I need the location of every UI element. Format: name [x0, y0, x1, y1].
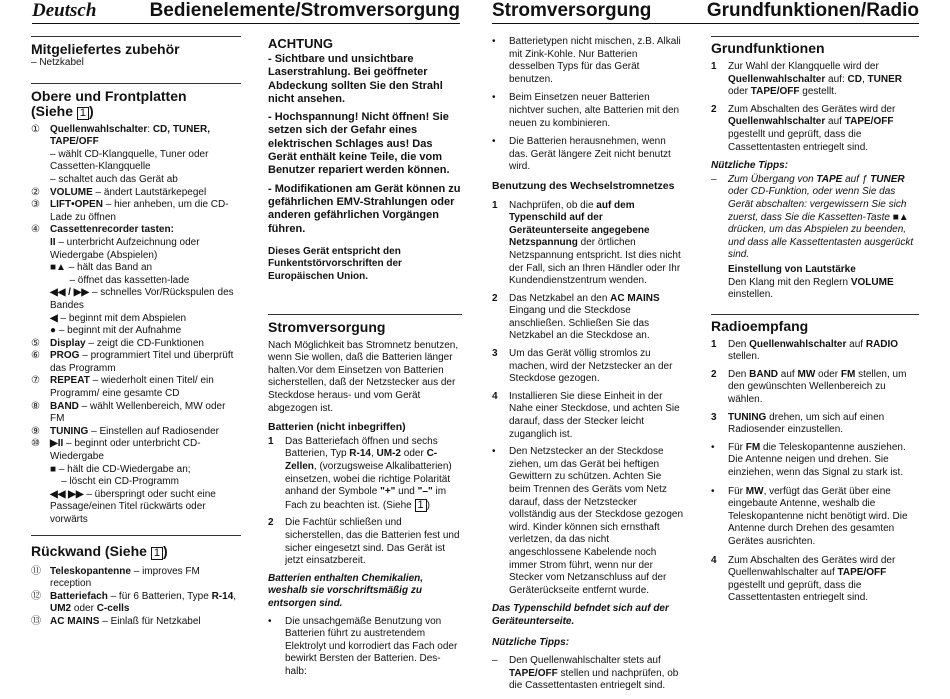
battery-bullet-text: Beim Einsetzen neuer Batterien nichtver suchen, alte Batterien mit den neuen zu kombinieren. [509, 92, 680, 129]
figure-ref: 1 [77, 107, 89, 120]
item-number: ⑩ [31, 438, 40, 450]
battery-step-2: 2 Die Fachtür schließen und sicherstellen, das die Batterien fest und sicher eingesetzt sind. Das Gerät ist jetzt einsatzbereit. [268, 517, 462, 567]
control-item [31, 187, 241, 200]
item-text: ◀ – beginnt mit dem Abspielen [50, 312, 187, 324]
control-item [31, 325, 241, 338]
heading-useful-tips: Nützliche Tipps: [492, 636, 570, 648]
item-text: LIFT•OPEN – hier anheben, um die CD-Lade zu öffnen [50, 199, 229, 223]
control-item [31, 262, 241, 275]
heading-back: Rückwand (Siehe 1 ) [31, 542, 168, 559]
item-text: ● – beginnt mit der Aufnahme [50, 325, 182, 337]
control-item [31, 199, 241, 224]
item-text: AC MAINS – Einlaß für Netzkabel [50, 615, 201, 627]
radio-step-1-text: Den Quellenwahlschalter auf RADIO stellen. [728, 338, 899, 363]
right-header [492, 0, 919, 24]
item-text: VOLUME – ändert Lautstärkepegel [50, 186, 207, 198]
radio-bullet-fm: • Für FM die Teleskopantenne ausziehen. Die Antenne neigen und drehen. Sie einziehen, wenn das Signal zu stark ist. [711, 442, 919, 480]
battery-bullet: • Beim Einsetzen neuer Batterien nichtver suchen, alte Batterien mit den neuen zu kombinieren. [492, 92, 684, 130]
radio-step-2: 2 Den BAND auf MW oder FM stellen, um den gewünschten Wellenbereich zu wählen. [711, 369, 919, 407]
ac-step-4-text: Installieren Sie diese Einheit in der Nahe einer Steckdose, und achten Sie darauf, dass der Stecker leicht zuganglich ist. [509, 390, 680, 440]
item-number [31, 464, 50, 489]
figure-ref: 1 [151, 547, 163, 560]
tip-text: Den Quellenwahlschalter stets auf TAPE/OFF stellen und nachprüfen, ob die Cassettentasten entriegelt sind. [509, 655, 679, 692]
item-number [31, 313, 50, 326]
tip-text: Zum Übergang von TAPE auf ƒ TUNER oder CD-Funktion, oder wenn Sie das Gerät abschalten: vergewissern Sie sich zuerst, dass Sie die Kassetten-Taste ■▲ drücken, um das Abspielen zu beenden, und dass alle Kassettentasten ausgerückt sind. [728, 173, 914, 261]
heading-top-front-see: (Siehe [31, 102, 74, 119]
item-text: TUNING – Einstellen auf Radiosender [50, 425, 219, 437]
radio-bullet-mw: • Für MW, verfügt das Gerät über eine eingebaute Antenne, weshalb die Teleskopantenne nicht benötigt wird. Die Antenne durch Drehen des gesamten Gerätes ausrichten. [711, 486, 919, 549]
heading-back-text: Rückwand (Siehe [31, 542, 147, 559]
item-number [31, 237, 50, 262]
heading-basic-functions: Grundfunktionen [711, 40, 825, 56]
heading-power-supply: Stromversorgung [268, 318, 386, 335]
heading-warning: ACHTUNG [268, 36, 333, 51]
item-text: Display – zeigt die CD-Funktionen [50, 337, 204, 349]
control-item [31, 338, 241, 351]
radio-step-3: 3 TUNING drehen, um sich auf einen Radiosender einzustellen. [711, 412, 919, 437]
battery-misuse-text: Die unsachgemäße Benutzung von Batterien führt zu austretendem Elektrolyt und korrodiert das Fach oder bewirkt Bersten der Batterien. Des-halb: [285, 615, 458, 677]
basic-step-2: 2 Zum Abschalten des Gerätes wird der Quellenwahlschalter auf TAPE/OFF pgestellt und geprüft, dass die Cassettentasten entriegelt sind. [711, 104, 919, 154]
ac-step-1-text: Nachprüfen, ob die auf dem Typenschild auf der Geräteunterseite angegebene Netzspannung der örtlichen Netzspannung entspricht. Ist dies nicht der Fall, sich an Ihren Händler oder Ihr Kundendienstzentrum wenden. [509, 199, 681, 287]
item-text: ▶II – beginnt oder unterbricht CD-Wiedergabe [50, 438, 201, 463]
item-number: ⑪ [31, 565, 41, 577]
item-text: ■▲ – hält das Band an [50, 262, 153, 274]
item-text: – wählt CD-Klangquelle, Tuner oder Cassetten-Klangquelle [50, 148, 209, 173]
item-text: ◀◀ / ▶▶ – schnelles Vor/Rückspulen des Bandes [50, 287, 234, 311]
item-text: ■ – hält die CD-Wiedergabe an; – löscht ein CD-Programm [50, 463, 191, 488]
basic-step-2-text: Zum Abschalten des Gerätes wird der Quellenwahlschalter auf TAPE/OFF pgestellt und geprüft, dass die Cassettentasten entriegelt sind. [728, 103, 896, 153]
radio-step-4-text: Zum Abschalten des Gerätes wird der Quellenwahlschalter auf TAPE/OFF pgestellt und geprüft, dass die Cassettentasten entriegelt sind. [728, 554, 896, 604]
item-number [31, 325, 50, 338]
divider [268, 314, 462, 315]
control-item [31, 375, 241, 400]
battery-step-1: 1 Das Batteriefach öffnen und sechs Batterien, Typ R-14, UM-2 oder C-Zellen, (vorzugsweise Alkalibatterien) einsetzen, wobei die richtige Polarität anhand der Symbole "+" und "–" im Fach zu beachten ist. (Siehe 1 ) [268, 436, 462, 513]
tip-item: – Den Quellenwahlschalter stets auf TAPE/OFF stellen und nachprüfen, ob die Cassettentasten entriegelt sind. [492, 655, 684, 693]
item-number [31, 174, 50, 187]
item-number [31, 275, 50, 288]
item-text: – schaltet auch das Gerät ab [50, 173, 178, 185]
item-text: II – unterbricht Aufzeichnung oder Wiedergabe (Abspielen) [50, 236, 200, 261]
divider [31, 36, 241, 37]
warning-modification: - Modifikationen am Gerät können zu gefährlichen EMV-Strahlungen oder anderen gefährlichen Vorgängen führen. [268, 182, 461, 235]
control-item [31, 124, 241, 149]
radio-step-4: 4 Zum Abschalten des Gerätes wird der Quellenwahlschalter auf TAPE/OFF pgestellt und geprüft, dass die Cassettentasten entriegelt sind. [711, 555, 919, 605]
control-item [31, 438, 241, 463]
item-number: ③ [31, 199, 40, 211]
basic-step-1: 1 Zur Wahl der Klangquelle wird der Quellenwahlschalter auf: CD, TUNER oder TAPE/OFF gestellt. [711, 61, 919, 99]
item-number [31, 149, 50, 174]
ac-step-4: 4 Installieren Sie diese Einheit in der Nahe einer Steckdose, und achten Sie darauf, dass der Stecker leicht zuganglich ist. [492, 391, 684, 441]
column-basic-radio [711, 36, 919, 610]
item-number [31, 287, 50, 312]
item-number: ④ [31, 224, 40, 236]
item-number [31, 262, 50, 275]
heading-top-front-text: Obere und Frontplatten [31, 87, 187, 104]
item-text: Batteriefach – für 6 Batterien, Type R-14, UM2 oder C-cells [50, 590, 237, 615]
left-page-title: Bedienelemente/Stromversorgung [149, 0, 460, 21]
item-text: Teleskopantenne – improves FM reception [50, 565, 200, 590]
control-item [31, 287, 241, 312]
heading-batteries: Batterien (nicht inbegriffen) [268, 421, 406, 434]
basic-step-1-text: Zur Wahl der Klangquelle wird der Quellenwahlschalter auf: CD, TUNER oder TAPE/OFF gestellt. [728, 61, 902, 98]
control-item [31, 224, 241, 237]
item-number: ① [31, 123, 40, 135]
column-warning-power [268, 36, 462, 684]
radio-step-3-text: TUNING drehen, um sich auf einen Radiosender einzustellen. [728, 411, 885, 436]
control-item [31, 401, 241, 426]
control-item [31, 275, 241, 288]
tip-item: – Zum Übergang von TAPE auf ƒ TUNER oder CD-Funktion, oder wenn Sie das Gerät abschalten: vergewissern Sie sich zuerst, dass Sie die Kassetten-Taste ■▲ drücken, um das Abspielen zu beenden, und dass alle Kassettentasten ausgerückt sind. [711, 174, 919, 262]
battery-bullet-text: Die Batterien herausnehmen, wenn das. Gerät längere Zeit nicht benutzt wird. [509, 136, 671, 173]
thunderstorm-bullet: • Den Netzstecker an der Steckdose ziehen, um das Gerät bei heftigen Gewittern zu schützen. Achten Sie beim Trennen des Geräts vom Netz darauf, dass der Netzstecker vollständig aus der Steckdose gezogen wird. Kinder können sich ernsthaft verletzen, da das nicht angeschlossene Kabelende noch immer Strom führt, wenn nur der Stecker vom Netzanschluss auf der Geräterückseite entfernt wurde. [492, 446, 684, 596]
battery-step-1-text: Das Batteriefach öffnen und sechs Batterien, Typ R-14, UM-2 oder C-Zellen, (vorzugsweise Alkalibatterien) einsetzen, wobei die richtige Polarität anhand der Symbole "+" und "–" im Fach zu beachten ist. (Siehe 1 ) [285, 435, 452, 511]
control-item [31, 591, 241, 616]
back-panel-list [31, 566, 241, 629]
right-page-left-title: Stromversorgung [492, 0, 652, 21]
control-item [31, 350, 241, 375]
item-number: ⑧ [31, 400, 40, 412]
radio-bullet-fm-text: Für FM die Teleskopantenne ausziehen. Die Antenne neigen und drehen. Sie einziehen, wenn das Signal zu stark ist. [728, 441, 906, 479]
controls-list [31, 124, 241, 527]
warning-laser: - Sichtbare und unsichtbare Laserstrahlung. Bei geöffneter Abdeckung sollten Sie den Strahl nicht ansehen. [268, 53, 443, 105]
item-text: – öffnet das kassetten-lade [50, 274, 190, 286]
divider [31, 83, 241, 84]
divider [711, 314, 919, 315]
heading-supplied: Mitgeliefertes zubehör [31, 41, 180, 57]
item-text: BAND – wählt Wellenbereich, MW oder FM [50, 400, 226, 425]
radio-step-2-text: Den BAND auf MW oder FM stellen, um den gewünschten Wellenbereich zu wählen. [728, 368, 907, 406]
battery-bullet-text: Batterietypen nicht mischen, z.B. Alkali mit Zink-Kohle. Nur Batterien desselben Typs für das Gerät benutzen. [509, 36, 681, 85]
item-text: REPEAT – wiederholt einen Titel/ ein Programm/ eine gesamte CD [50, 375, 214, 400]
column-power-cont [492, 36, 684, 699]
control-item [31, 149, 241, 174]
item-number: ⑥ [31, 350, 40, 362]
left-header [32, 0, 460, 24]
heading-volume: Einstellung von Lautstärke [728, 263, 856, 275]
warning-voltage: - Hochspannung! Nicht öffnen! Sie setzen sich der Gefahr eines elektrischen Schlages aus! Das Gerät enthält keine Teile, die vom Benutzer repariert werden können. [268, 111, 450, 177]
divider [31, 535, 241, 536]
item-number: ⑨ [31, 425, 40, 437]
power-intro: Nach Möglichkeit bas Stromnetz benutzen, wenn Sie wollen, daß die Batterien länger halten.Vor dem Einsetzen von Batterien sicherstellen, daß der Netzstecker aus der Steckdose heraus- und vom Gerät abgezogen ist. [268, 339, 459, 414]
item-number: ⑤ [31, 337, 40, 349]
thunderstorm-text: Den Netzstecker an der Steckdose ziehen, um das Gerät bei heftigen Gewittern zu schützen. Achten Sie beim Trennen des Geräts vom Netz darauf, dass der Netzstecker vollständig aus der Steckdose gezogen wird. Kinder können sich ernsthaft verletzen, da das nicht angeschlossene Kabelende noch immer Strom führt, wenn nur der Stecker vom Netzanschluss auf der Geräterückseite entfernt wurde. [509, 446, 684, 596]
item-number: ⑬ [31, 615, 41, 627]
heading-useful-tips: Nützliche Tipps: [711, 160, 789, 172]
control-item [31, 237, 241, 262]
ac-step-2-text: Das Netzkabel an den AC MAINS Eingang und die Steckdose anschließen. Schließen Sie das Netzkabel an die Steckdose an. [509, 292, 660, 342]
volume-text: Den Klang mit den Reglern VOLUME einstellen. [728, 276, 894, 301]
battery-step-2-text: Die Fachtür schließen und sicherstellen, das die Batterien fest und sicher eingesetzt sind. Das Gerät ist jetzt einsatzbereit. [285, 517, 460, 567]
control-item [31, 566, 241, 591]
item-number: ⑦ [31, 375, 40, 387]
battery-misuse-bullet: • Die unsachgemäße Benutzung von Batterien führt zu austretendem Elektrolyt und korrodiert das Fach oder bewirkt Bersten der Batterien. Des-halb: [268, 616, 462, 679]
battery-chemical-note: Batterien enthalten Chemikalien, weshalb sie vorschriftsmäßig zu entsorgen sind. [268, 572, 424, 609]
eu-compliance: Dieses Gerät entspricht den Funkentstörvorschriften der Europäischen Union. [268, 245, 402, 283]
control-item [31, 313, 241, 326]
control-item [31, 489, 241, 527]
divider [711, 36, 919, 37]
control-item [31, 426, 241, 439]
item-text: PROG – programmiert Titel und überprüft das Programm [50, 350, 234, 374]
heading-radio: Radioempfang [711, 317, 809, 334]
ac-step-1: 1 Nachprüfen, ob die auf dem Typenschild auf der Geräteunterseite angegebene Netzspannung der örtlichen Netzspannung entspricht. Ist dies nicht der Fall, sich an Ihren Händler oder Ihr Kundendienstzentrum wenden. [492, 200, 684, 288]
item-text: Cassettenrecorder tasten: [50, 224, 174, 236]
heading-ac-mains: Benutzung des Wechselstromnetzes [492, 179, 675, 192]
radio-bullet-mw-text: Für MW, verfügt das Gerät über eine eingebaute Antenne, weshalb die Teleskopantenne nicht benötigt wird. Die Antenne durch Drehen des gesamten Gerätes ausrichten. [728, 485, 908, 547]
item-number [31, 489, 50, 527]
ac-step-3: 3 Um das Gerät völlig stromlos zu machen, wird der Netzstecker an der Steckdose gezogen. [492, 348, 684, 386]
right-page-title: Grundfunktionen/Radio [706, 0, 919, 21]
heading-top-front: Obere und Frontplatten (Siehe 1 ) [31, 87, 187, 119]
control-item [31, 464, 241, 489]
item-number: ② [31, 186, 40, 198]
language-label: Deutsch [32, 0, 97, 21]
type-plate-note: Das Typenschild befndet sich auf der Geräteunterseite. [492, 603, 669, 627]
battery-bullet: • Die Batterien herausnehmen, wenn das. Gerät längere Zeit nicht benutzt wird. [492, 136, 684, 174]
item-text: Quellenwahlschalter: CD, TUNER, TAPE/OFF [50, 123, 211, 148]
item-text: ◀◀ ▶▶ – überspringt oder sucht eine Passage/einen Titel rückwärts oder vorwärts [50, 488, 216, 525]
column-controls [31, 36, 241, 629]
radio-step-1: 1 Den Quellenwahlschalter auf RADIO stellen. [711, 339, 919, 364]
battery-bullet: • Batterietypen nicht mischen, z.B. Alkali mit Zink-Kohle. Nur Batterien desselben Typs für das Gerät benutzen. [492, 36, 684, 86]
ac-step-3-text: Um das Gerät völlig stromlos zu machen, wird der Netzstecker an der Steckdose gezogen. [509, 348, 673, 385]
control-item [31, 174, 241, 187]
supplied-item: – Netzkabel [31, 57, 84, 68]
item-number: ⑫ [31, 590, 41, 602]
ac-step-2: 2 Das Netzkabel an den AC MAINS Eingang und die Steckdose anschließen. Schließen Sie das Netzkabel an die Steckdose an. [492, 293, 684, 343]
